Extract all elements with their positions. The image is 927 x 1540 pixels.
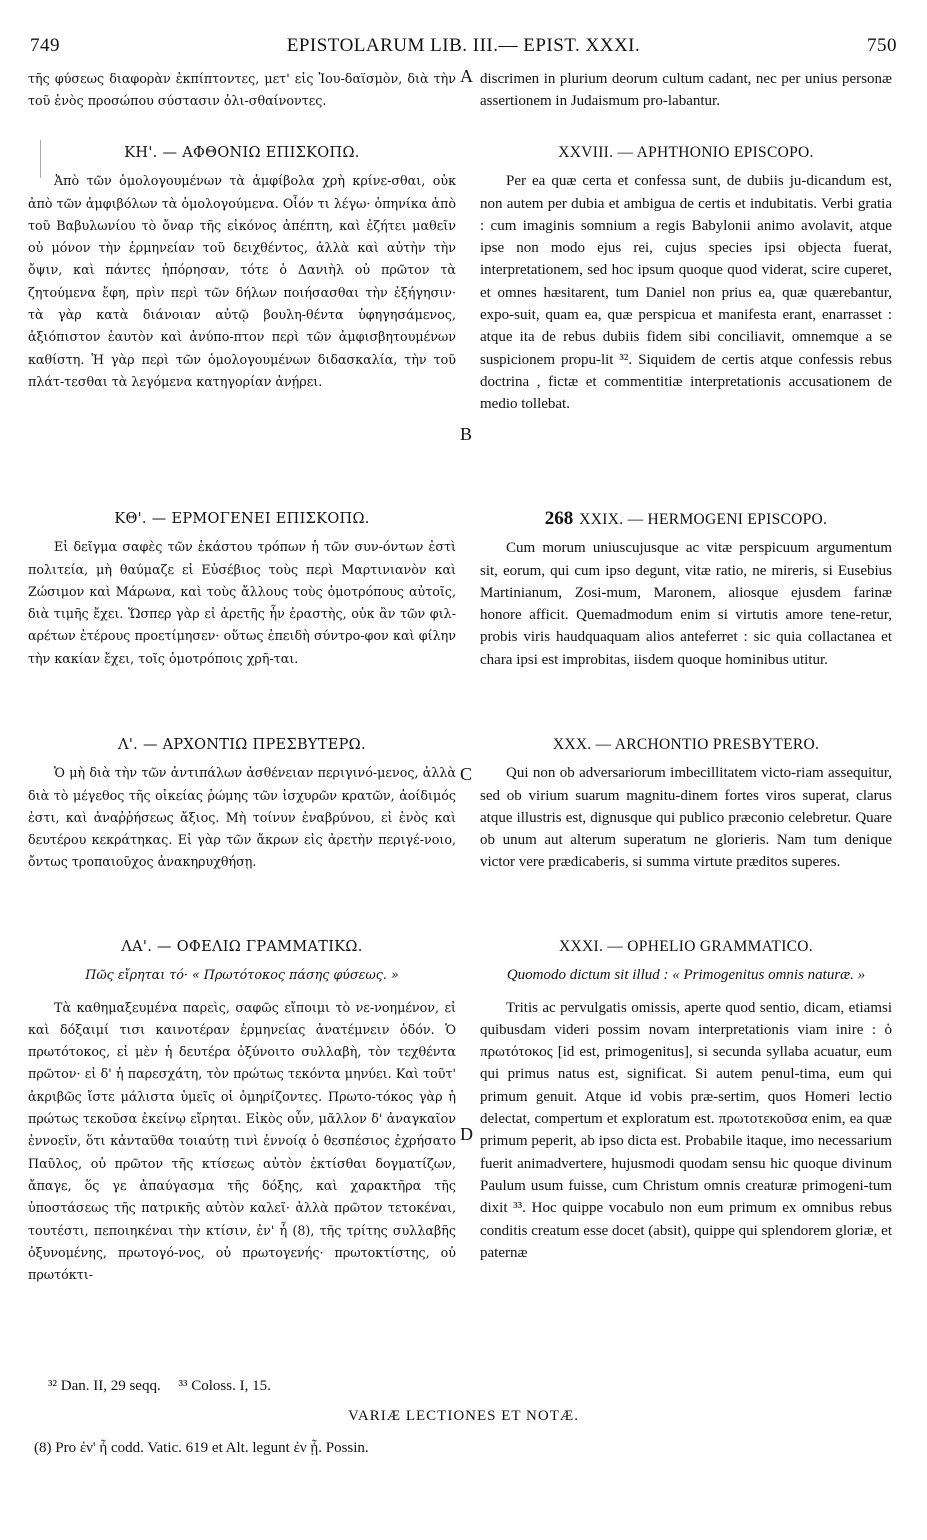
latin-letter-29 <box>480 508 892 671</box>
greek-text-30: Ὁ μὴ διὰ τὴν τῶν ἀντιπάλων ἀσθένειαν περιγινό-μενος, ἀλλὰ διὰ τὸ μέγεθος τῆς οἰκείας ῥώμης τῶν ἰσχυρῶν κρατῶν, ἀοίδιμός ἐστι, καὶ ἀναῤῥήσεως ἄξιος. Μὴ τοίνυν ἐναβρύνου, εἰ ἑνὸς καὶ δευτέρου κεκράτηκας. Εἰ γὰρ τῶν ἄκρων εἰς ἀρετὴν περιγέ-νοιο, ὄντως τροπαιοῦχος ἀνακηρυχθήσῃ. <box>28 765 456 870</box>
margin-mark-b: B <box>460 424 473 444</box>
margin-marks <box>458 0 478 1540</box>
column-number: 268 <box>544 508 574 529</box>
greek-heading-28: ΚΗ'. — ΑΦΘΟΝΙΩ ΕΠΙΣΚΟΠΩ. <box>124 145 360 161</box>
latin-heading-30: XXX. — ARCHONTIO PRESBYTERO. <box>552 736 820 753</box>
latin-letter-31 <box>480 936 892 1264</box>
greek-text-29: Εἰ δεῖγμα σαφὲς τῶν ἑκάστου τρόπων ἡ τῶν συν-όντων ἐστὶ πολιτεία, μὴ θαύμαζε εἰ Εὐσέβιος τοὺς περὶ Μαρτινιανὸν καὶ Ζώσιμον καὶ Μάρωνα, καὶ τοὺς ἄλλους τοὺς ὁμοτρόπους αὐτοῖς, διὰ τιμῆς ἔχει. Ὥσπερ γὰρ εἰ ἀρετῆς ἦν ἐραστὴς, οὐκ ἂν τῶν φιλ-αρέτων ἑτέρους προετίμησεν· οὕτως ἐπειδὴ σύντρο-φον καὶ φίλην τὴν κακίαν ἔχει, τοῖς ὁμοτρόποις χρῆ-ται. <box>28 539 456 666</box>
greek-letter-30 <box>28 734 456 874</box>
greek-letter-31 <box>28 936 456 1286</box>
latin-letter-30 <box>480 734 892 874</box>
page-number-left: 749 <box>30 35 60 56</box>
greek-letter-28 <box>28 142 456 393</box>
latin-letter-28 <box>480 142 892 416</box>
greek-text-31: Τὰ καθημαξευμένα παρεὶς, σαφῶς εἴποιμι τὸ νε-νοημένον, εἰ καὶ δόξαιμί τισι καινοτέραν ἑρμηνείας ἀνατέμνειν ὁδόν. Ὁ πρωτότοκος, εἰ μὲν ἡ δευτέρα ὀξύνοιτο συλλαβὴ, τὸν τεχθέντα πρῶτον· εἰ δ' ἡ παρεσχάτη, τὸν πρώτως τεκόντα μηνύει. Καὶ τοῦτ' ἀκριβῶς ἴστε μάλιστα ὑμεῖς οἱ ὁμηρίζοντες. Πρωτο-τόκος γὰρ ἡ πρώτως τεκοῦσα ἐκείνῳ εἴρηται. Εἰκὸς οὖν, μᾶλλον δ' ἀναγκαῖον ἐννοεῖν, ὅτι κἀνταῦθα τοιαύτῃ τινὶ ἐννοίᾳ ὁ θεσπέσιος ἐχρήσατο Παῦλος, οὐ πρῶτον τῆς κτίσεως αὐτὸν ἐκτίσθαι δογματίζων, ἄπαγε, ὅς γε ἀπαύγασμα τῆς δόξης, καὶ χαρακτῆρα τῆς ὑποστάσεως τῆς πατρικῆς αὐτὸν καλεῖ· ἀλλὰ πρῶτον τετοκέναι, τουτέστι, πεποιηκέναι τὴν κτίσιν, ἐν' ἧ (8), τῆς τρίτης συλλαβῆς ὀξυνομένης, πρωτογό-νος, οὐ πρωτογενής· πρωτοκτίστης, οὐ πρωτόκτι- <box>28 999 456 1283</box>
greek-subheading-31: Πῶς εἴρηται τό· « Πρωτότοκος πάσης φύσεως. » <box>85 967 399 983</box>
greek-intro: τῆς φύσεως διαφορὰν ἐκπίπτοντες, μετ' εἰς Ἰου-δαϊσμὸν, διὰ τὴν τοῦ ἑνὸς προσώπου σύστασιν ὀλι-σθαίνοντες. <box>28 71 456 109</box>
footnotes <box>48 1378 285 1395</box>
variant-note-8: (8) Pro ἐν' ἧ codd. Vatic. 619 et Alt. legunt ἐν ᾗ. Possin. <box>34 1440 369 1456</box>
page-number-right: 750 <box>867 35 897 56</box>
margin-mark-c: C <box>460 764 473 784</box>
latin-subheading-31: Quomodo dictum sit illud : « Primogenitus omnis naturæ. » <box>506 967 866 984</box>
running-title: EPISTOLARUM LIB. III.— EPIST. XXXI. <box>286 35 641 56</box>
greek-intro-block <box>28 68 456 113</box>
greek-letter-29 <box>28 508 456 670</box>
margin-mark-d: D <box>460 1124 473 1144</box>
latin-text-30: Qui non ob adversariorum imbecillitatem victo-riam assequitur, sed ob virium suarum magnitu-dinem fortes viros superat, clarus atque illustris est, dignusque qui publico præconio celebretur. Quare ob unum aut alterum superatum ne glorieris. Nam tum denique victor vere prædicaberis, si summa virtute præditos superes. <box>480 765 892 871</box>
footnote-32: ³² Dan. II, 29 seqq. <box>48 1378 161 1394</box>
latin-text-29: Cum morum uniuscujusque ac vitæ perspicuum argumentum sit, eorum, qui cum ipso degunt, vitæ ratio, ne mireris, si Eusebius Martinianum, Zosi-mum, Maronem, aliosque ejusdem farinæ honore afficit. Quemadmodum enim si virtutis amore tene-retur, probis viris haudquaquam alios anteferret : sic quia collactanea et chara ipsi est improbitas, iisdem quoque hominibus utitur. <box>480 540 892 668</box>
notes-title: VARIÆ LECTIONES ET NOTÆ. <box>348 1408 579 1424</box>
latin-text-31: Tritis ac pervulgatis omissis, aperte quod sentio, dicam, etiamsi quibusdam videri possim novam interpretationis viam inire : ὁ πρωτότοκος [id est, primogenitus], si secunda syllaba acuatur, eum qui primus natus est, significat. Si autem penul-tima, eum qui primum genuit. Atque id vobis præ-sertim, quos Homeri lectio delectat, compertum et exploratum est. πρωτοτεκοῦσα enim, ea quæ primum peperit, ab ipso dicta est. Probabile itaque, imo necessarium fuerit animadvertere, hujusmodi quodam sensu hic quoque divinum Paulum usum fuisse, cum Christum omnis creaturæ primogeni-tum dixit ³³. Hoc quippe vocabulo non eum primum ex omnibus rebus conditis creatum esse docet (absit), quippe qui splendorem gloriæ, et paternæ <box>480 999 892 1261</box>
greek-heading-31: ΛΑ'. — ΟΦΕΛΙΩ ΓΡΑΜΜΑΤΙΚΩ. <box>121 939 363 955</box>
latin-intro: discrimen in plurium deorum cultum cadant, nec per unius personæ assertionem in Judaismum pro-labantur. <box>480 71 892 110</box>
greek-heading-29: ΚΘ'. — ΕΡΜΟΓΕΝΕΙ ΕΠΙΣΚΟΠΩ. <box>114 511 370 527</box>
greek-heading-30: Λ'. — ΑΡΧΟΝΤΙΩ ΠΡΕΣΒΥΤΕΡΩ. <box>118 737 366 753</box>
latin-intro-block <box>480 68 892 113</box>
latin-heading-29: XXIX. — HERMOGENI EPISCOPO. <box>579 511 828 528</box>
latin-text-28: Per ea quæ certa et confessa sunt, de dubiis ju-dicandum est, non autem per dubia et ambigua de certis et indubitatis. Verbi gratia : cum imaginis somnium a regis Babylonii animo avolavit, atque ipse non modo ejus rei, cujus species ipsi objecta fuerat, interpretationem, sed hoc ipsum quoque quod viderat, scire cuperet, et omnes hæsitarent, tum Daniel non prius ea, quæ quærebantur, expo-suit, quam ea, quæ perspicua et manifesta erant, enarrasset : atque ita de rebus dubiis fidem sibi conciliavit, omnemque a se suspicionem propu-lit ³². Siquidem de certis atque confessis rebus doctrina , fictæ et commentitiæ interpretationis accusationem de medio tollebat. <box>480 173 892 413</box>
margin-mark-a: A <box>460 66 473 86</box>
greek-text-28: Ἀπὸ τῶν ὁμολογουμένων τὰ ἀμφίβολα χρὴ κρίνε-σθαι, οὐκ ἀπὸ τῶν ἀμφιβόλων τὰ ὁμολογούμενα. Οἷόν τι λέγω· ὁπηνίκα ἀπὸ τοῦ Βαβυλωνίου τὸ ὄναρ τῆς εἰκόνος ἀπέπτη, καὶ ἐζήτει μαθεῖν οὐ μόνον τὴν ἑρμηνείαν τοῦ δειχθέντος, ἀλλὰ καὶ αὐτὴν τὴν ὄψιν, καὶ πάντες ἠπόρησαν, τότε ὁ Δανιὴλ οὐ πρῶτον τὰ ζητούμενα ἔφη, πρὶν περὶ τῶν δήλων ποιήσασθαι τὴν ἐξήγησιν· τὰ γὰρ κατὰ διάνοιαν αὐτῷ βουλη-θέντα ὑφηγησάμενος, ἀξιόπιστον ἑαυτὸν καὶ ἀνύπο-πτον περὶ τῶν ἀμφισβητουμένων καθίστη. Ἡ γὰρ περὶ τῶν ὁμολογουμένων διδασκαλία, τὴν τοῦ πλάτ-τεσθαι τὰ λεγόμενα κατηγορίαν ἀνῄρει. <box>28 173 456 389</box>
latin-heading-31: XXXI. — OPHELIO GRAMMATICO. <box>559 938 813 955</box>
footnote-33: ³³ Coloss. I, 15. <box>178 1378 271 1394</box>
latin-heading-28: XXVIII. — APHTHONIO EPISCOPO. <box>558 144 814 161</box>
latin-heading-29-line <box>480 508 892 531</box>
